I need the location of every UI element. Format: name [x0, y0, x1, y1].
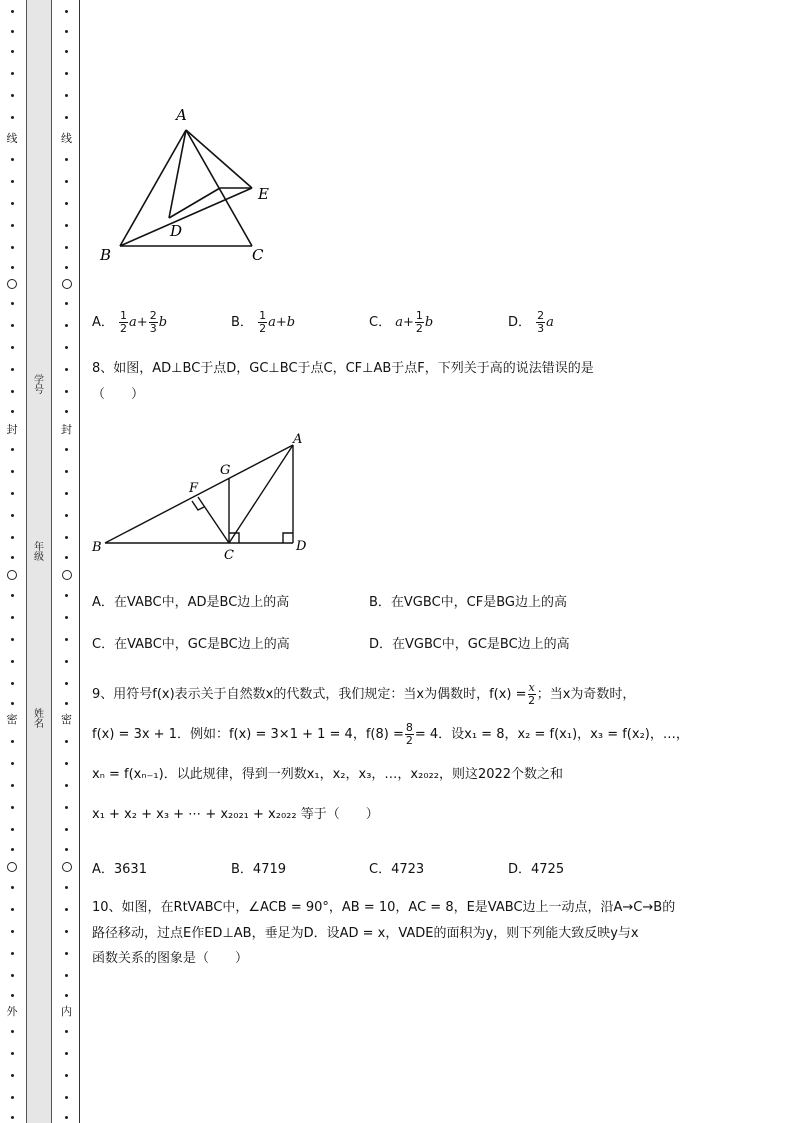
q7-option-d-frac — [536, 310, 545, 335]
margin-dot — [65, 180, 68, 183]
q7-label-b: B — [100, 246, 112, 264]
q8-stem-line2: （ ） — [92, 387, 145, 402]
margin-dot — [65, 848, 68, 851]
margin-circle — [62, 862, 72, 872]
q9-frac-x-over-2 — [528, 682, 536, 707]
margin-dot — [65, 30, 68, 33]
margin-dot — [11, 368, 14, 371]
field-name-label: 姓名 — [34, 709, 44, 730]
margin-dot — [11, 1096, 14, 1099]
margin-dot — [65, 1074, 68, 1077]
margin-dot — [65, 536, 68, 539]
margin-dot — [11, 180, 14, 183]
margin-dot — [11, 974, 14, 977]
margin-dot — [65, 886, 68, 889]
margin-dot — [11, 492, 14, 495]
margin-dot — [11, 50, 14, 53]
margin-dot — [11, 886, 14, 889]
margin-dot — [11, 908, 14, 911]
margin-mark-nei: 内 — [61, 1005, 72, 1018]
margin-mark-wai: 外 — [6, 1005, 18, 1018]
q7-option-d-term: a — [546, 315, 554, 330]
margin-dot — [11, 594, 14, 597]
margin-dot — [65, 740, 68, 743]
q8-label-f: F — [189, 481, 199, 496]
q9-line2 — [92, 722, 762, 747]
q7-label-e: E — [258, 185, 269, 203]
frac-denominator: 2 — [405, 734, 413, 747]
frac-numerator: 1 — [259, 309, 267, 322]
margin-dot — [65, 514, 68, 517]
q9-line4: x₁ + x₂ + x₃ + ⋯ + x₂₀₂₁ + x₂₀₂₂ 等于（ ） — [92, 807, 379, 822]
margin-mark-feng: 封 — [6, 423, 18, 436]
margin-dot — [65, 202, 68, 205]
margin-dot — [65, 368, 68, 371]
q8-label-d: D — [296, 539, 307, 554]
margin-dot — [11, 514, 14, 517]
margin-dot — [11, 616, 14, 619]
margin-dot — [65, 346, 68, 349]
margin-dot — [65, 390, 68, 393]
q9-line3: xₙ = f(xₙ₋₁)．以此规律，得到一列数x₁，x₂，x₃，…，x₂₀₂₂，则这2022个数之和 — [92, 767, 564, 782]
margin-dot — [65, 10, 68, 13]
margin-dot — [65, 908, 68, 911]
margin-dot — [11, 556, 14, 559]
binding-margin-outer — [0, 0, 24, 1123]
q9-option-a: A．3631 — [92, 862, 147, 877]
q7-label-d: D — [170, 222, 183, 240]
q9-option-b: B．4719 — [231, 862, 287, 877]
margin-circle — [62, 570, 72, 580]
frac-denominator: 2 — [415, 322, 423, 335]
margin-dot — [65, 492, 68, 495]
frac-denominator: 2 — [120, 322, 128, 335]
q10-line1: 10、如图，在RtVABC中，∠ACB = 90°，AB = 10，AC = 8，E是VABC边上一动点，沿A→C→B的 — [92, 900, 676, 915]
q7-option-d-key: D． — [508, 315, 532, 330]
q7-option-c — [369, 310, 433, 335]
q9-line2-text2: = 4．设x₁ = 8，x₂ = f(x₁)，x₃ = f(x₂)，…， — [414, 727, 689, 742]
margin-dot — [11, 202, 14, 205]
margin-dot — [11, 740, 14, 743]
margin-dot — [65, 1052, 68, 1055]
margin-dot — [65, 556, 68, 559]
margin-dot — [65, 224, 68, 227]
margin-dot — [65, 302, 68, 305]
q8-label-g: G — [220, 463, 231, 478]
frac-denominator: 3 — [537, 322, 545, 335]
margin-circle — [7, 570, 17, 580]
margin-mark-feng: 封 — [61, 423, 72, 436]
q9-option-c: C．4723 — [369, 862, 425, 877]
margin-dot — [65, 448, 68, 451]
margin-dot — [11, 72, 14, 75]
q8-figure-lines — [105, 445, 293, 543]
q9-line1 — [92, 682, 762, 707]
margin-dot — [65, 616, 68, 619]
q7-option-b-frac — [258, 310, 267, 335]
frac-numerator: 2 — [149, 309, 157, 322]
margin-mark-xian: 线 — [61, 132, 72, 145]
margin-mark-mi: 密 — [61, 713, 72, 726]
margin-dot — [11, 30, 14, 33]
margin-dot — [11, 1030, 14, 1033]
frac-denominator: 2 — [528, 694, 536, 707]
margin-dot — [11, 302, 14, 305]
margin-dot — [65, 158, 68, 161]
q7-option-b-key: B． — [231, 315, 253, 330]
q7-figure-lines — [120, 130, 252, 246]
q9-line1-text: 9、用符号f(x)表示关于自然数x的代数式，我们规定：当x为偶数时，f(x) = — [92, 687, 527, 702]
margin-dot — [11, 10, 14, 13]
margin-mark-mi: 密 — [6, 713, 18, 726]
margin-dot — [11, 246, 14, 249]
margin-dot — [11, 762, 14, 765]
margin-dot — [11, 470, 14, 473]
margin-dot — [11, 94, 14, 97]
q7-triangle-figure — [92, 100, 292, 270]
frac-numerator: x — [528, 681, 535, 694]
margin-dot — [65, 324, 68, 327]
q8-stem-line1: 8、如图，AD⊥BC于点D，GC⊥BC于点C，CF⊥AB于点F，下列关于高的说法错误的是 — [92, 361, 594, 376]
margin-dot — [11, 324, 14, 327]
margin-dot — [65, 72, 68, 75]
q9-frac-8-over-2 — [405, 722, 414, 747]
field-grade — [27, 543, 51, 563]
margin-dot — [65, 470, 68, 473]
margin-mark-xian: 线 — [6, 132, 18, 145]
margin-dot — [65, 246, 68, 249]
margin-dot — [65, 806, 68, 809]
q7-label-a: A — [176, 106, 187, 124]
margin-dot — [65, 702, 68, 705]
q8-label-c: C — [224, 548, 234, 563]
field-name — [27, 710, 51, 730]
frac-denominator: 3 — [149, 322, 157, 335]
margin-dot — [65, 94, 68, 97]
q8-option-b: B．在VGBC中，CF是BG边上的高 — [369, 595, 567, 610]
q8-option-a: A．在VABC中，AD是BC边上的高 — [92, 595, 290, 610]
q7-option-c-term: a+ — [395, 315, 414, 330]
margin-dot — [65, 1030, 68, 1033]
margin-circle — [7, 862, 17, 872]
q10-line3: 函数关系的图象是（ ） — [92, 951, 249, 966]
margin-dot — [11, 702, 14, 705]
margin-dot — [11, 224, 14, 227]
q10-line2: 路径移动，过点E作ED⊥AB，垂足为D．设AD = x，VADE的面积为y，则下列能大致反映y与x — [92, 926, 639, 941]
q7-option-a-term2: b — [158, 315, 168, 330]
margin-dot — [65, 952, 68, 955]
margin-dot — [65, 1116, 68, 1119]
margin-dot — [65, 410, 68, 413]
frac-numerator: 8 — [405, 721, 413, 734]
margin-dot — [65, 930, 68, 933]
margin-dot — [65, 50, 68, 53]
margin-circle — [62, 279, 72, 289]
q7-option-b — [231, 310, 295, 335]
margin-dot — [11, 952, 14, 955]
margin-dot — [11, 1074, 14, 1077]
margin-dot — [11, 158, 14, 161]
q9-line2-text: f(x) = 3x + 1．例如：f(x) = 3×1 + 1 = 4，f(8) = — [92, 727, 404, 742]
margin-dot — [65, 994, 68, 997]
q7-option-a-key: A． — [92, 315, 114, 330]
frac-numerator: 2 — [537, 309, 545, 322]
margin-dot — [11, 660, 14, 663]
binding-margin-inner — [54, 0, 80, 1123]
q7-option-a-term: a+ — [129, 315, 148, 330]
q8-option-d: D．在VGBC中，GC是BC边上的高 — [369, 637, 570, 652]
margin-dot — [65, 828, 68, 831]
q7-option-a — [92, 310, 167, 335]
margin-dot — [11, 116, 14, 119]
field-grade-label: 年级 — [34, 542, 44, 563]
frac-numerator: 1 — [120, 309, 128, 322]
field-student-number — [27, 376, 51, 396]
q7-option-c-frac — [415, 310, 424, 335]
q9-option-d: D．4725 — [508, 862, 565, 877]
margin-dot — [11, 536, 14, 539]
margin-dot — [11, 848, 14, 851]
margin-dot — [11, 448, 14, 451]
margin-dot — [11, 806, 14, 809]
binding-margin-info-strip — [26, 0, 52, 1123]
margin-dot — [65, 116, 68, 119]
margin-dot — [65, 974, 68, 977]
q7-option-b-term: a+b — [268, 315, 296, 330]
margin-dot — [11, 994, 14, 997]
q7-option-a-frac2 — [149, 310, 158, 335]
q8-option-c: C．在VABC中，GC是BC边上的高 — [92, 637, 290, 652]
margin-dot — [11, 1116, 14, 1119]
margin-dot — [65, 1096, 68, 1099]
margin-dot — [65, 660, 68, 663]
q8-figure — [88, 428, 318, 563]
margin-dot — [11, 930, 14, 933]
margin-dot — [65, 682, 68, 685]
frac-denominator: 2 — [259, 322, 267, 335]
margin-dot — [11, 1052, 14, 1055]
q8-label-a: A — [293, 432, 303, 447]
margin-dot — [65, 594, 68, 597]
q7-option-c-key: C． — [369, 315, 392, 330]
q7-label-c: C — [252, 246, 264, 264]
q8-label-b: B — [92, 540, 102, 555]
margin-dot — [11, 390, 14, 393]
margin-dot — [11, 638, 14, 641]
margin-dot — [11, 828, 14, 831]
margin-dot — [11, 266, 14, 269]
margin-dot — [11, 784, 14, 787]
margin-dot — [11, 346, 14, 349]
margin-dot — [65, 762, 68, 765]
q7-option-d — [508, 310, 554, 335]
margin-dot — [11, 682, 14, 685]
q9-line1-text2: ；当x为奇数时， — [536, 687, 636, 702]
frac-numerator: 1 — [415, 309, 423, 322]
margin-dot — [65, 638, 68, 641]
margin-dot — [11, 410, 14, 413]
margin-dot — [65, 266, 68, 269]
field-student-number-label: 学号 — [34, 375, 44, 396]
q7-option-a-frac1 — [119, 310, 128, 335]
margin-circle — [7, 279, 17, 289]
q7-option-c-term2: b — [424, 315, 434, 330]
margin-dot — [65, 784, 68, 787]
